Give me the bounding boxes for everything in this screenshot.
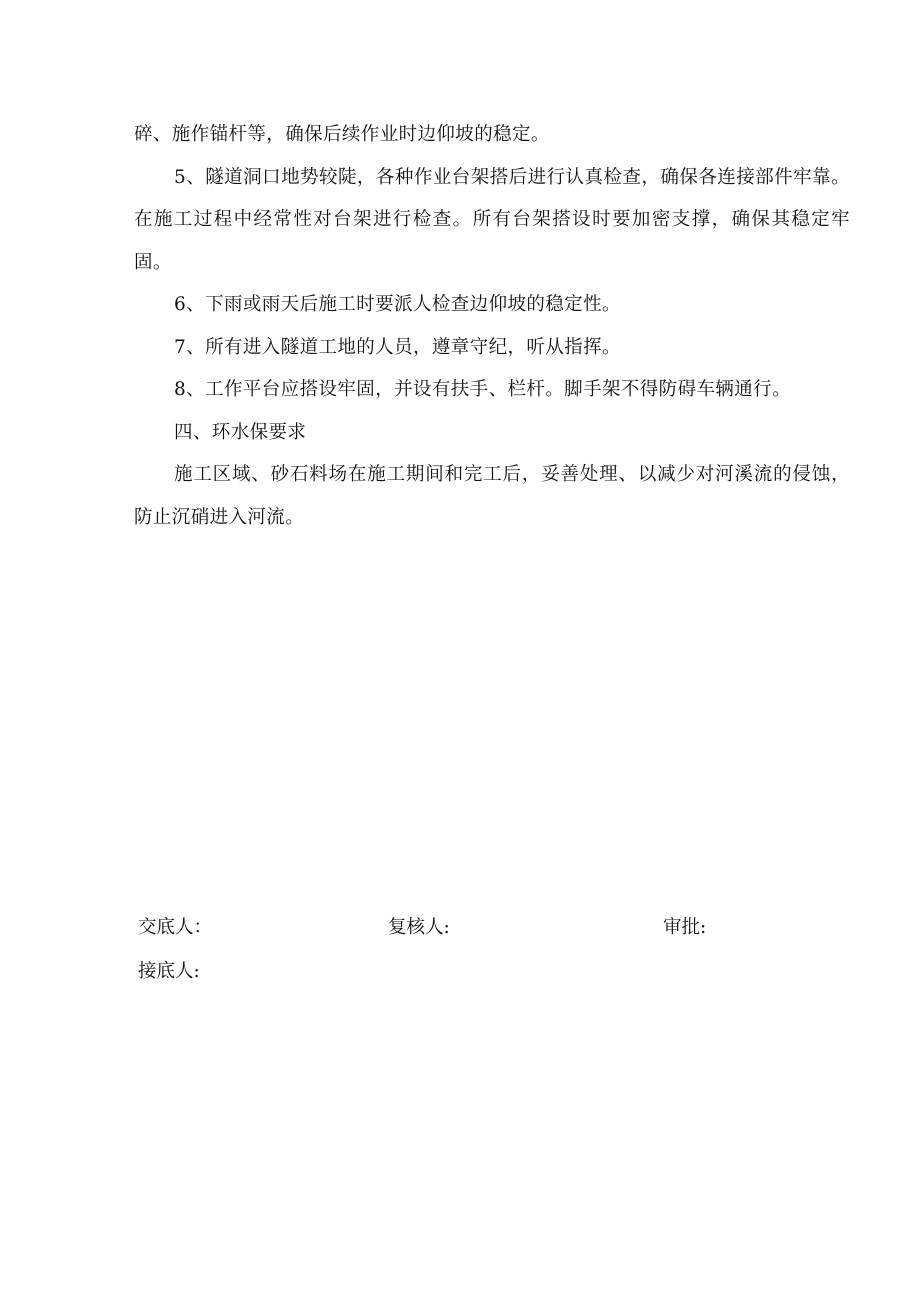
paragraph-environment: 施工区域、砂石料场在施工期间和完工后，妥善处理、以减少对河溪流的侵蚀，防止沉硝进入河流。: [134, 464, 850, 528]
receiver-label: 接底人:: [138, 961, 200, 982]
paragraph-continuation: 碎、施作锚杆等，确保后续作业时边仰坡的稳定。: [134, 124, 550, 145]
discloser-label: 交底人：: [138, 917, 213, 938]
paragraph-item-8: 8、工作平台应搭设牢固，并设有扶手、栏杆。脚手架不得防碍车辆通行。: [174, 379, 791, 400]
approver-label: 审批:: [663, 917, 707, 938]
reviewer-label: 复核人:: [388, 917, 450, 938]
paragraph-item-6: 6、下雨或雨天后施工时要派人检查边仰坡的稳定性。: [174, 294, 621, 315]
section-heading-environment: 四、环水保要求: [174, 421, 307, 443]
paragraph-item-5: 5、隧道洞口地势较陡，各种作业台架搭后进行认真检查，确保各连接部件牢靠。在施工过程中经常性对台架进行检查。所有台架搭设时要加密支撑，确保其稳定牢固。: [134, 166, 850, 273]
paragraph-item-7: 7、所有进入隧道工地的人员，遵章守纪，听从指挥。: [174, 336, 621, 358]
